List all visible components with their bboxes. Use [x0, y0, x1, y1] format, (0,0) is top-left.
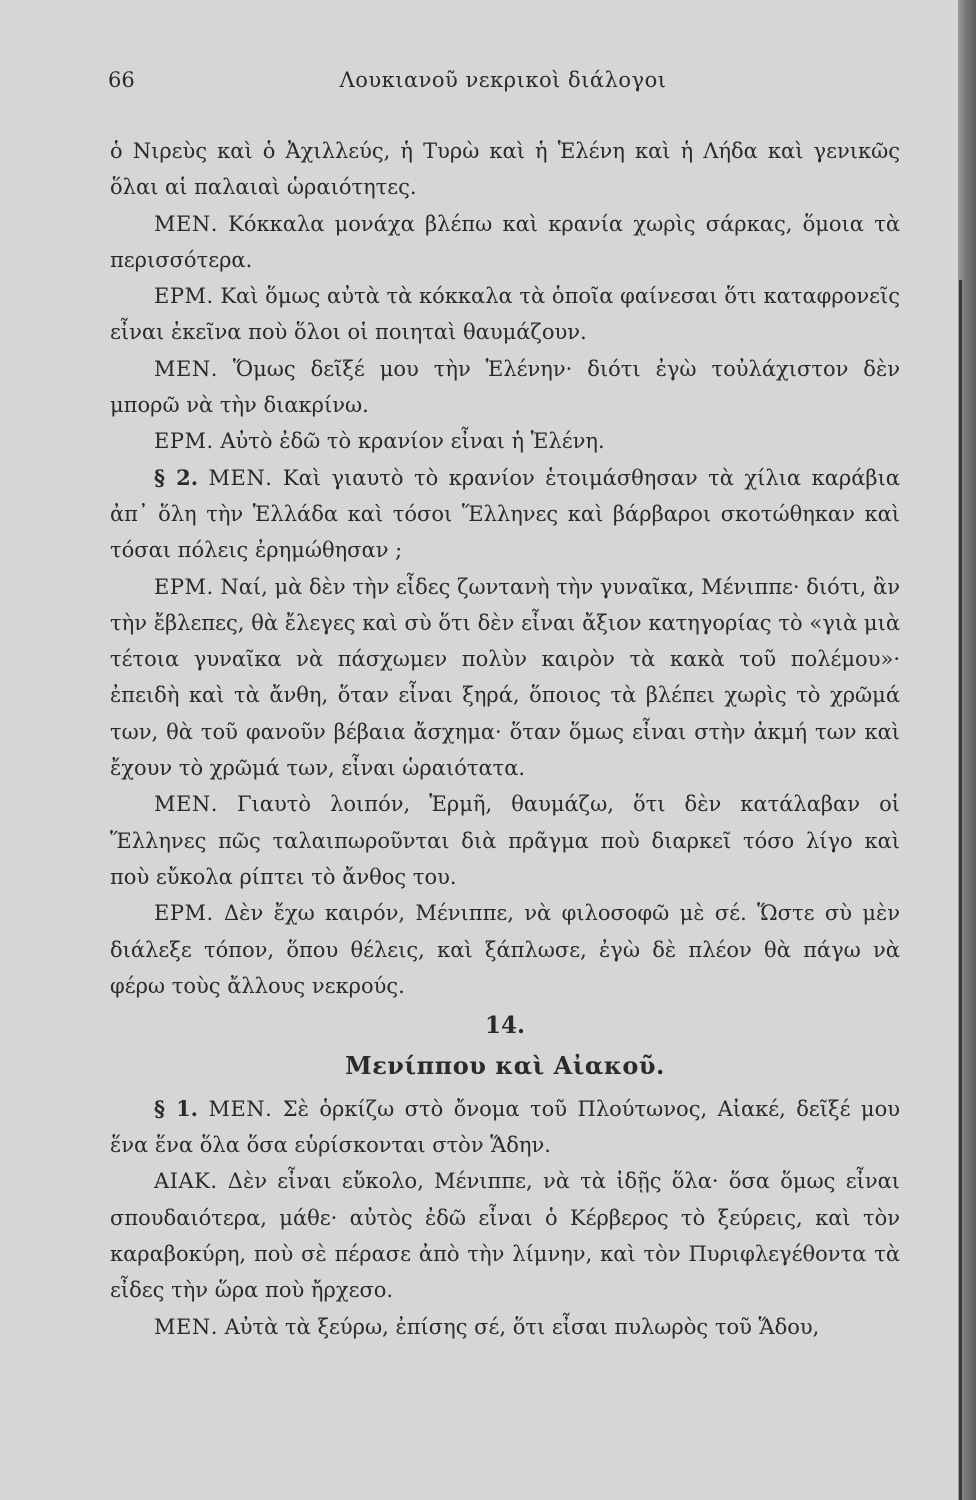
- speaker-label: ΜΕΝ.: [154, 1314, 218, 1339]
- paragraph: [110, 569, 900, 787]
- paragraph-text: Γιαυτὸ λοιπόν, Ἑρμῆ, θαυμάζω, ὅτι δὲν κατάλαβαν οἱ Ἕλληνες πῶς ταλαιπωροῦνται διὰ πρᾶγμα ποὺ διαρκεῖ τόσο λίγο καὶ ποὺ εὔκολα ρίπτει τὸ ἄνθος του.: [110, 792, 900, 889]
- speaker-label: ΜΕΝ.: [154, 211, 218, 236]
- speaker-label: ΕΡΜ.: [154, 901, 214, 926]
- speaker-label: ΜΕΝ.: [208, 1096, 273, 1121]
- paragraph: [110, 423, 900, 459]
- section-marker: § 1.: [154, 1095, 198, 1121]
- paragraph-text: Δὲν ἔχω καιρόν, Μένιππε, νὰ φιλοσοφῶ μὲ σέ. Ὥστε σὺ μὲν διάλεξε τόπον, ὅπου θέλεις, καὶ ξάπλωσε, ἐγὼ δὲ πλέον θὰ πάγω νὰ φέρω τοὺς ἄλλους νεκρούς.: [110, 901, 900, 998]
- paragraph-text: Αὐτὰ τὰ ξεύρω, ἐπίσης σέ, ὅτι εἶσαι πυλωρὸς τοῦ Ἅδου,: [224, 1314, 820, 1339]
- dialogue-13-ending: [110, 133, 900, 1004]
- page-header: [108, 68, 898, 104]
- speaker-label: ΕΡΜ.: [154, 574, 214, 599]
- page-body: [110, 133, 900, 1345]
- speaker-label: ΜΕΝ.: [208, 465, 273, 490]
- dialogue-14-beginning: [110, 1091, 900, 1345]
- paragraph: [110, 1309, 900, 1345]
- paragraph-text: Αὐτὸ ἐδῶ τὸ κρανίον εἶναι ἡ Ἑλένη.: [220, 429, 605, 454]
- paragraph-text: Σὲ ὁρκίζω στὸ ὄνομα τοῦ Πλούτωνος, Αἰακέ, δεῖξέ μου ἕνα ἕνα ὅλα ὅσα εὑρίσκονται στὸν Ἅδην.: [110, 1096, 900, 1158]
- speaker-label: ΑΙΑΚ.: [154, 1169, 218, 1194]
- paragraph: [110, 1091, 900, 1164]
- paragraph-text: Ὅμως δεῖξέ μου τὴν Ἑλένην· διότι ἐγὼ τοὐλάχιστον δὲν μπορῶ νὰ τὴν διακρίνω.: [110, 356, 900, 418]
- paragraph: [110, 1163, 900, 1308]
- paragraph-text: Δὲν εἶναι εὔκολο, Μένιππε, νὰ τὰ ἰδῇς ὅλα· ὅσα ὅμως εἶναι σπουδαιότερα, μάθε· αὐτὸς ἐδῶ εἶναι ὁ Κέρβερος τὸ ξεύρεις, καὶ τὸν καραβοκύρη, ποὺ σὲ πέρασε ἀπὸ τὴν λίμνην, καὶ τὸν Πυριφλεγέθοντα τὰ εἶδες τὴν ὥρα ποὺ ἤρχεσο.: [110, 1169, 900, 1303]
- speaker-label: ΜΕΝ.: [154, 792, 218, 817]
- paragraph-text: Καὶ ὅμως αὐτὰ τὰ κόκκαλα τὰ ὁποῖα φαίνεσαι ὅτι καταφρονεῖς εἶναι ἐκεῖνα ποὺ ὅλοι οἱ ποιηταὶ θαυμάζουν.: [110, 284, 900, 345]
- speaker-label: ΕΡΜ.: [154, 284, 214, 309]
- section-marker: § 2.: [154, 464, 199, 490]
- paragraph: [110, 351, 900, 424]
- paragraph: [110, 460, 900, 569]
- dialogue-number: 14.: [484, 1012, 525, 1040]
- paragraph: [110, 133, 900, 206]
- paragraph-text: Καὶ γιαυτὸ τὸ κρανίον ἑτοιμάσθησαν τὰ χίλια καράβια ἀπ᾽ ὅλη τὴν Ἑλλάδα καὶ τόσοι Ἕλληνες καὶ βάρβαροι σκοτώθηκαν καὶ τόσαι πόλεις ἐρημώθησαν ;: [110, 465, 900, 563]
- paragraph-text: Ναί, μὰ δὲν τὴν εἶδες ζωντανὴ τὴν γυναῖκα, Μένιππε· διότι, ἂν τὴν ἔβλεπες, θὰ ἔλεγες καὶ σὺ ὅτι δὲν εἶναι ἄξιον κατηγορίας τὸ «γιὰ μιὰ τέτοια γυναῖκα νὰ πάσχωμεν πολὺν καιρὸν τὰ κακὰ τοῦ πολέμου»· ἐπειδὴ καὶ τὰ ἄνθη, ὅταν εἶναι ξηρά, ὅποιος τὰ βλέπει χωρὶς τὸ χρῶμά των, θὰ τοῦ φανοῦν βέβαια ἄσχημα· ὅταν ὅμως εἶναι στὴν ἀκμή των καὶ ἔχουν τὸ χρῶμά των, εἶναι ὡραιότατα.: [110, 574, 900, 781]
- paragraph-text: Κόκκαλα μονάχα βλέπω καὶ κρανία χωρὶς σάρκας, ὅμοια τὰ περισσότερα.: [110, 211, 900, 272]
- paragraph-text: ὁ Νιρεὺς καὶ ὁ Ἀχιλλεύς, ἡ Τυρὼ καὶ ἡ Ἑλένη καὶ ἡ Λήδα καὶ γενικῶς ὅλαι αἱ παλαιαὶ ὡραιότητες.: [110, 139, 900, 200]
- paragraph: [110, 278, 900, 351]
- paragraph: [110, 895, 900, 1004]
- paragraph: [110, 206, 900, 279]
- speaker-label: ΕΡΜ.: [154, 429, 214, 454]
- binding-edge-line: [959, 280, 962, 1500]
- page-number: 66: [108, 68, 135, 92]
- dialogue-title: Μενίππου καὶ Αἰακοῦ.: [345, 1051, 665, 1081]
- paragraph: [110, 786, 900, 895]
- running-title: Λουκιανοῦ νεκρικοὶ διάλογοι: [339, 68, 667, 92]
- speaker-label: ΜΕΝ.: [154, 356, 218, 381]
